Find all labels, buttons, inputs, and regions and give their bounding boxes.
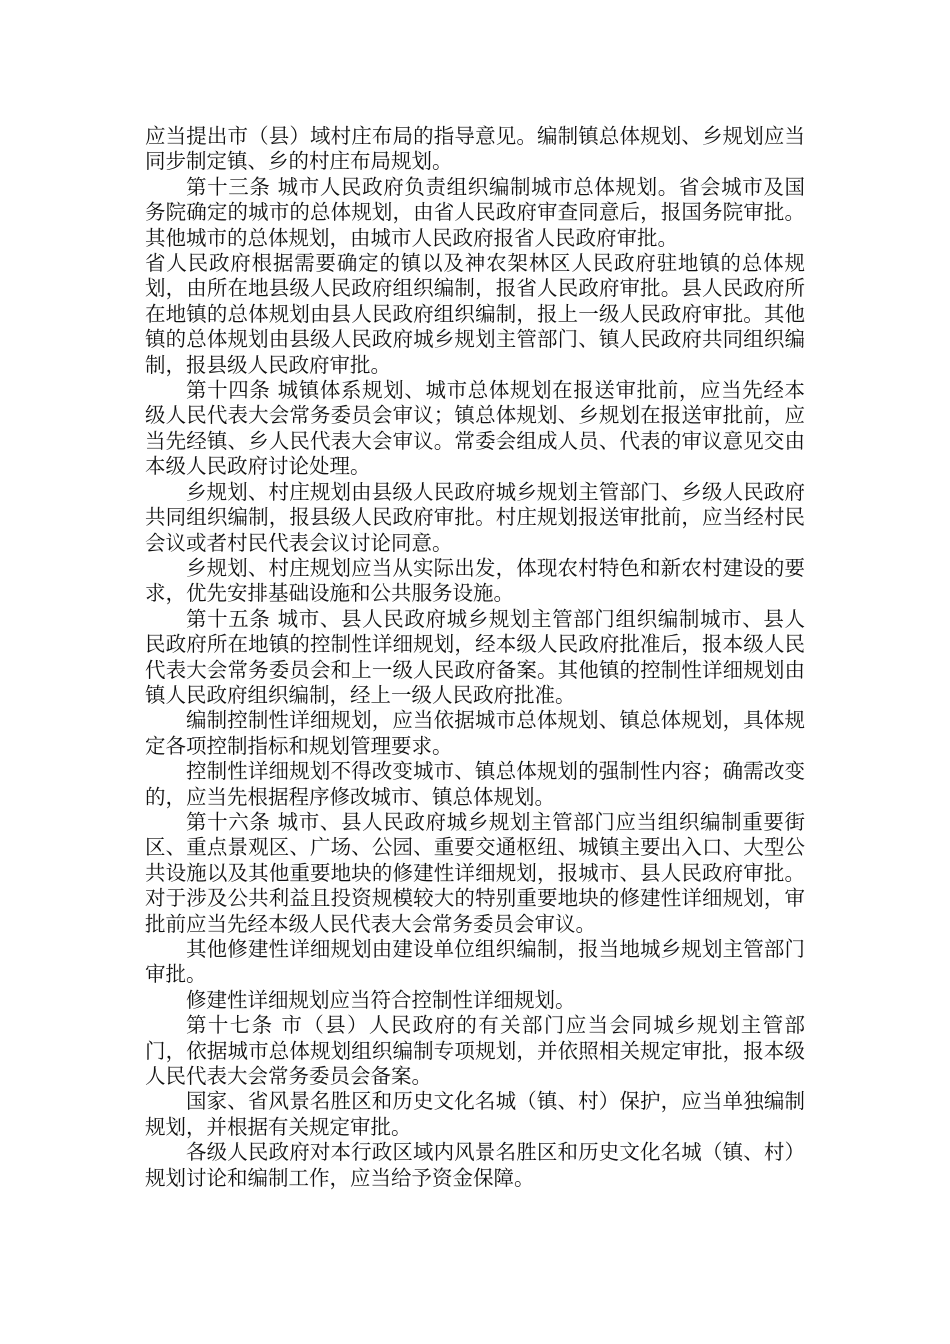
paragraph-article-13-part-2: 省人民政府根据需要确定的镇以及神农架林区人民政府驻地镇的总体规划，由所在地县级人民政府组织编制，报省人民政府审批。县人民政府所在地镇的总体规划由县人民政府组织编制，报上一级人民政府审批。其他镇的总体规划由县级人民政府城乡规划主管部门、镇人民政府共同组织编制，报县级人民政府审批。 <box>145 251 805 377</box>
paragraph-article-15: 第十五条 城市、县人民政府城乡规划主管部门组织编制城市、县人民政府所在地镇的控制性详细规划，经本级人民政府批准后，报本级人民代表大会常务委员会和上一级人民政府备案。其他镇的控制性详细规划由镇人民政府组织编制，经上一级人民政府批准。 <box>145 606 805 707</box>
paragraph-article-15-part-3: 控制性详细规划不得改变城市、镇总体规划的强制性内容；确需改变的，应当先根据程序修改城市、镇总体规划。 <box>145 759 805 809</box>
paragraph-continuation: 应当提出市（县）域村庄布局的指导意见。编制镇总体规划、乡规划应当同步制定镇、乡的村庄布局规划。 <box>145 124 805 174</box>
paragraph-article-14-part-3: 乡规划、村庄规划应当从实际出发，体现农村特色和新农村建设的要求，优先安排基础设施和公共服务设施。 <box>145 555 805 606</box>
paragraph-article-17-part-3: 各级人民政府对本行政区域内风景名胜区和历史文化名城（镇、村）规划讨论和编制工作，应当给予资金保障。 <box>145 1140 805 1190</box>
paragraph-article-16: 第十六条 城市、县人民政府城乡规划主管部门应当组织编制重要街区、重点景观区、广场、公园、重要交通枢纽、城镇主要出入口、大型公共设施以及其他重要地块的修建性详细规划，报城市、县人民政府审批。对于涉及公共利益且投资规模较大的特别重要地块的修建性详细规划，审批前应当先经本级人民代表大会常务委员会审议。 <box>145 809 805 936</box>
paragraph-article-17: 第十七条 市（县）人民政府的有关部门应当会同城乡规划主管部门，依据城市总体规划组织编制专项规划，并依照相关规定审批，报本级人民代表大会常务委员会备案。 <box>145 1013 805 1089</box>
paragraph-article-16-part-3: 修建性详细规划应当符合控制性详细规划。 <box>186 987 576 1012</box>
paragraph-article-17-part-2: 国家、省风景名胜区和历史文化名城（镇、村）保护，应当单独编制规划，并根据有关规定审批。 <box>145 1089 805 1139</box>
document-body <box>145 124 805 1191</box>
paragraph-article-14-part-2: 乡规划、村庄规划由县级人民政府城乡规划主管部门、乡级人民政府共同组织编制，报县级人民政府审批。村庄规划报送审批前，应当经村民会议或者村民代表会议讨论同意。 <box>145 479 805 555</box>
paragraph-article-14: 第十四条 城镇体系规划、城市总体规划在报送审批前，应当先经本级人民代表大会常务委员会审议；镇总体规划、乡规划在报送审批前，应当先经镇、乡人民代表大会审议。常委会组成人员、代表的审议意见交由本级人民政府讨论处理。 <box>145 378 805 479</box>
paragraph-article-13: 第十三条 城市人民政府负责组织编制城市总体规划。省会城市及国务院确定的城市的总体规划，由省人民政府审查同意后，报国务院审批。其他城市的总体规划，由城市人民政府报省人民政府审批。 <box>145 174 805 250</box>
paragraph-article-15-part-2: 编制控制性详细规划，应当依据城市总体规划、镇总体规划，具体规定各项控制指标和规划管理要求。 <box>145 708 805 758</box>
paragraph-article-16-part-2: 其他修建性详细规划由建设单位组织编制，报当地城乡规划主管部门审批。 <box>145 937 805 987</box>
